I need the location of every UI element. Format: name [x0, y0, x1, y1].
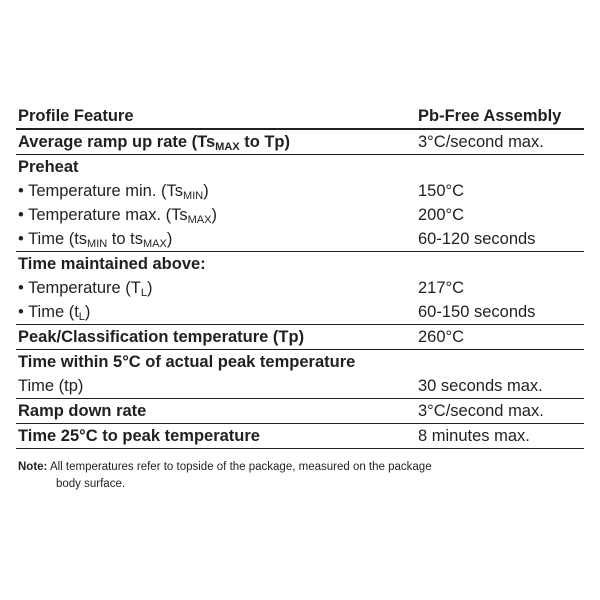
time-tl-label: • Time $(t_L)$ — [16, 300, 416, 325]
ramp-down-value: 3°C/second max. — [416, 399, 584, 424]
temp-max-value: 200°C — [418, 206, 465, 224]
time-ts-value: 60-120 seconds — [416, 227, 584, 252]
time-tp-label: Time (tp) — [16, 374, 416, 399]
table-row-temp-min — [16, 179, 584, 203]
header-pb-free-assembly: Pb-Free Assembly — [416, 104, 584, 129]
ramp-up-label: Average ramp up rate ($Ts_{MAX}$ to Tp) — [16, 129, 416, 155]
time-tp-value: 30 seconds max. — [416, 374, 584, 399]
note-line-2: body surface. — [56, 478, 126, 490]
peak-label: Peak/Classification temperature (Tp) — [16, 325, 416, 350]
table-note — [16, 459, 584, 493]
table-row-time-25c — [16, 424, 584, 449]
within-5c-label: Time within 5°C of actual peak temperature — [18, 353, 356, 371]
temp-min-label: • Temperature min. $(Ts_{MIN})$ — [18, 182, 209, 202]
preheat-label: Preheat — [18, 158, 79, 176]
temp-tl-value: 217°C — [418, 279, 465, 297]
table-header-row — [16, 104, 584, 129]
ramp-up-value: 3°C/second max. — [416, 129, 584, 155]
table-row-preheat — [16, 155, 584, 180]
header-profile-feature: Profile Feature — [16, 104, 416, 129]
table-row-time-tp — [16, 374, 584, 399]
table-row-within-5c — [16, 350, 584, 375]
peak-value: 260°C — [416, 325, 584, 350]
time-25c-label: Time 25°C to peak temperature — [16, 424, 416, 449]
table-row-time-maintained — [16, 252, 584, 277]
time-ts-label: • Time ($ts_{MIN}$ to $ts_{MAX}$) — [16, 227, 416, 252]
reflow-profile-table-container — [16, 104, 584, 493]
note-label: Note: — [18, 461, 48, 473]
ramp-down-label: Ramp down rate — [16, 399, 416, 424]
reflow-profile-table — [16, 104, 584, 449]
table-row-time-ts — [16, 227, 584, 252]
time-maintained-label: Time maintained above: — [18, 255, 206, 273]
time-tl-value: 60-150 seconds — [416, 300, 584, 325]
time-25c-value: 8 minutes max. — [416, 424, 584, 449]
temp-min-value: 150°C — [418, 182, 465, 200]
table-row-ramp-down — [16, 399, 584, 424]
temp-tl-label: • Temperature $(T_L)$ — [18, 279, 153, 299]
table-row-temp-tl — [16, 276, 584, 300]
note-line-1: All temperatures refer to topside of the package, measured on the package — [47, 461, 432, 473]
table-row-ramp-up — [16, 129, 584, 155]
table-row-peak — [16, 325, 584, 350]
temp-max-label: • Temperature max. $(Ts_{MAX})$ — [18, 206, 217, 226]
table-row-temp-max — [16, 203, 584, 227]
table-row-time-tl — [16, 300, 584, 325]
